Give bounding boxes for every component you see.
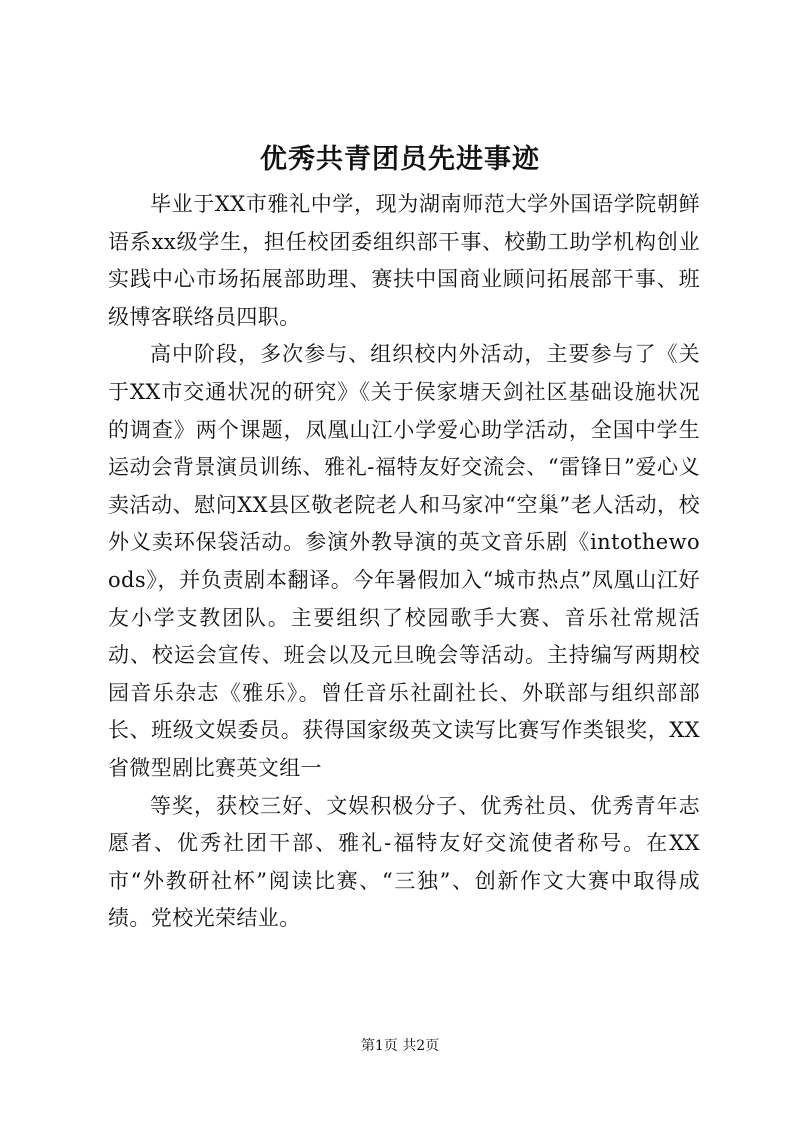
document-body: [108, 186, 700, 938]
page-number-footer: 第1页 共2页: [360, 1038, 440, 1054]
paragraph-2: 高中阶段，多次参与、组织校内外活动，主要参与了《关于XX市交通状况的研究》《关于侯家塘天剑社区基础设施状况的调查》两个课题，凤凰山江小学爱心助学活动，全国中学生运动会背景演员训练、雅礼-福特友好交流会、“雷锋日”爱心义卖活动、慰问XX县区敬老院老人和马家冲“空巢”老人活动，校外义卖环保袋活动。参演外教导演的英文音乐剧《intothewoods》，并负责剧本翻译。今年暑假加入“城市热点”凤凰山江好友小学支教团队。主要组织了校园歌手大赛、音乐社常规活动、校运会宣传、班会以及元旦晚会等活动。主持编写两期校园音乐杂志《雅乐》。曾任音乐社副社长、外联部与组织部部长、班级文娱委员。获得国家级英文读写比赛写作类银奖，XX省微型剧比赛英文组一: [108, 342, 700, 780]
paragraph-1: 毕业于XX市雅礼中学，现为湖南师范大学外国语学院朝鲜语系xx级学生，担任校团委组织部干事、校勤工助学机构创业实践中心市场拓展部助理、赛扶中国商业顾问拓展部干事、班级博客联络员四职。: [108, 192, 700, 329]
paragraph-3: 等奖，获校三好、文娱积极分子、优秀社员、优秀青年志愿者、优秀社团干部、雅礼-福特友好交流使者称号。在XX市“外教研社杯”阅读比赛、“三独”、创新作文大赛中取得成绩。党校光荣结业。: [108, 793, 700, 931]
document-title: 优秀共青团员先进事迹: [260, 144, 540, 175]
